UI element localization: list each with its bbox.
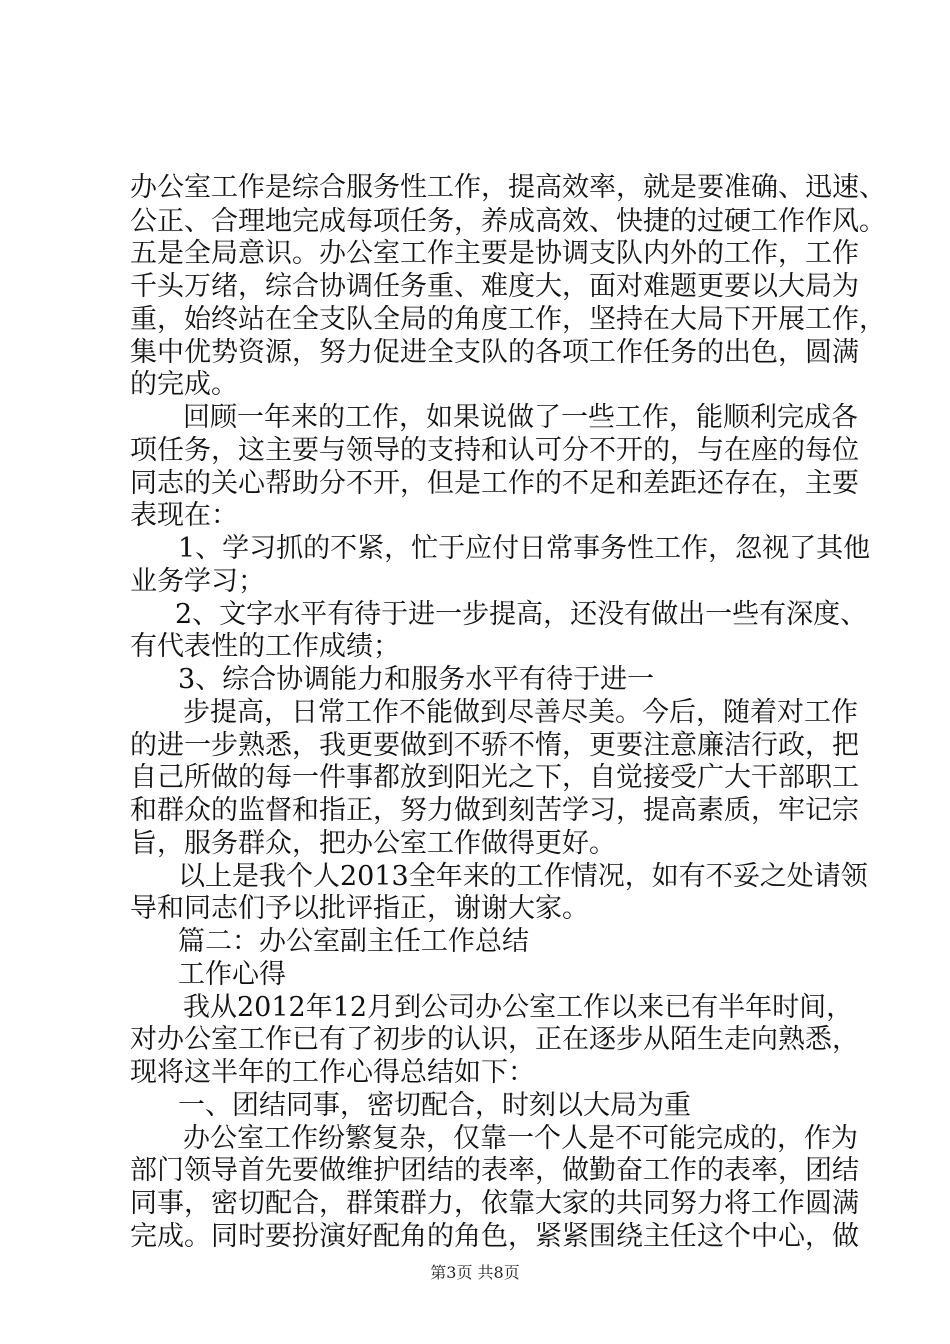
text-line: 导和同志们予以批评指正，谢谢大家。: [130, 893, 589, 924]
section-subheading: 工作心得: [178, 959, 286, 990]
text-line: 完成。同时要扮演好配角的角色，紧紧围绕主任这个中心，做: [130, 1221, 859, 1252]
text-line: 的完成。: [130, 369, 238, 400]
text-line: 业务学习；: [130, 566, 265, 597]
text-line: 同志的关心帮助分不开，但是工作的不足和差距还存在，主要: [130, 468, 859, 499]
text-line: 步提高，日常工作不能做到尽善尽美。今后，随着对工作: [183, 697, 858, 728]
text-line: 办公室工作纷繁复杂，仅靠一个人是不可能完成的，作为: [183, 1123, 858, 1154]
text-line: 千头万绪，综合协调任务重、难度大，面对难题更要以大局为: [130, 271, 859, 302]
text-line: 回顾一年来的工作，如果说做了一些工作，能顺利完成各: [183, 402, 858, 433]
text-line: 一、团结同事，密切配合，时刻以大局为重: [178, 1090, 691, 1121]
text-line: 我从2012年12月到公司办公室工作以来已有半年时间，: [183, 992, 854, 1023]
text-line: 表现在：: [130, 500, 238, 531]
text-line: 的进一步熟悉，我更要做到不骄不惰，更要注意廉洁行政，把: [130, 730, 859, 761]
text-line: 2、文字水平有待于进一步提高，还没有做出一些有深度、: [175, 599, 868, 630]
text-line: 五是全局意识。办公室工作主要是协调支队内外的工作，工作: [130, 238, 859, 269]
text-line: 办公室工作是综合服务性工作，提高效率，就是要准确、迅速、: [130, 172, 886, 203]
text-line: 3、综合协调能力和服务水平有待于进一: [178, 664, 655, 695]
text-line: 现将这半年的工作心得总结如下：: [130, 1057, 535, 1088]
text-line: 自己所做的每一件事都放到阳光之下，自觉接受广大干部职工: [130, 762, 859, 793]
page-footer: 第3页 共8页: [430, 1263, 520, 1282]
text-line: 和群众的监督和指正，努力做到刻苦学习，提高素质，牢记宗: [130, 795, 859, 826]
text-line: 同事，密切配合，群策群力，依靠大家的共同努力将工作圆满: [130, 1188, 859, 1219]
text-line: 有代表性的工作成绩；: [130, 631, 400, 662]
text-line: 部门领导首先要做维护团结的表率，做勤奋工作的表率，团结: [130, 1155, 859, 1186]
text-line: 以上是我个人2013全年来的工作情况，如有不妥之处请领: [178, 861, 868, 892]
section-heading: 篇二：办公室副主任工作总结: [178, 926, 529, 957]
text-line: 项任务，这主要与领导的支持和认可分不开的，与在座的每位: [130, 435, 859, 466]
text-line: 重，始终站在全支队全局的角度工作，坚持在大局下开展工作，: [130, 304, 886, 335]
text-line: 旨，服务群众，把办公室工作做得更好。: [130, 828, 616, 859]
text-line: 对办公室工作已有了初步的认识，正在逐步从陌生走向熟悉，: [130, 1024, 859, 1055]
text-line: 1、学习抓的不紧，忙于应付日常事务性工作，忽视了其他: [178, 533, 871, 564]
text-line: 集中优势资源，努力促进全支队的各项工作任务的出色，圆满: [130, 337, 859, 368]
text-line: 公正、合理地完成每项任务，养成高效、快捷的过硬工作作风。: [130, 206, 886, 237]
